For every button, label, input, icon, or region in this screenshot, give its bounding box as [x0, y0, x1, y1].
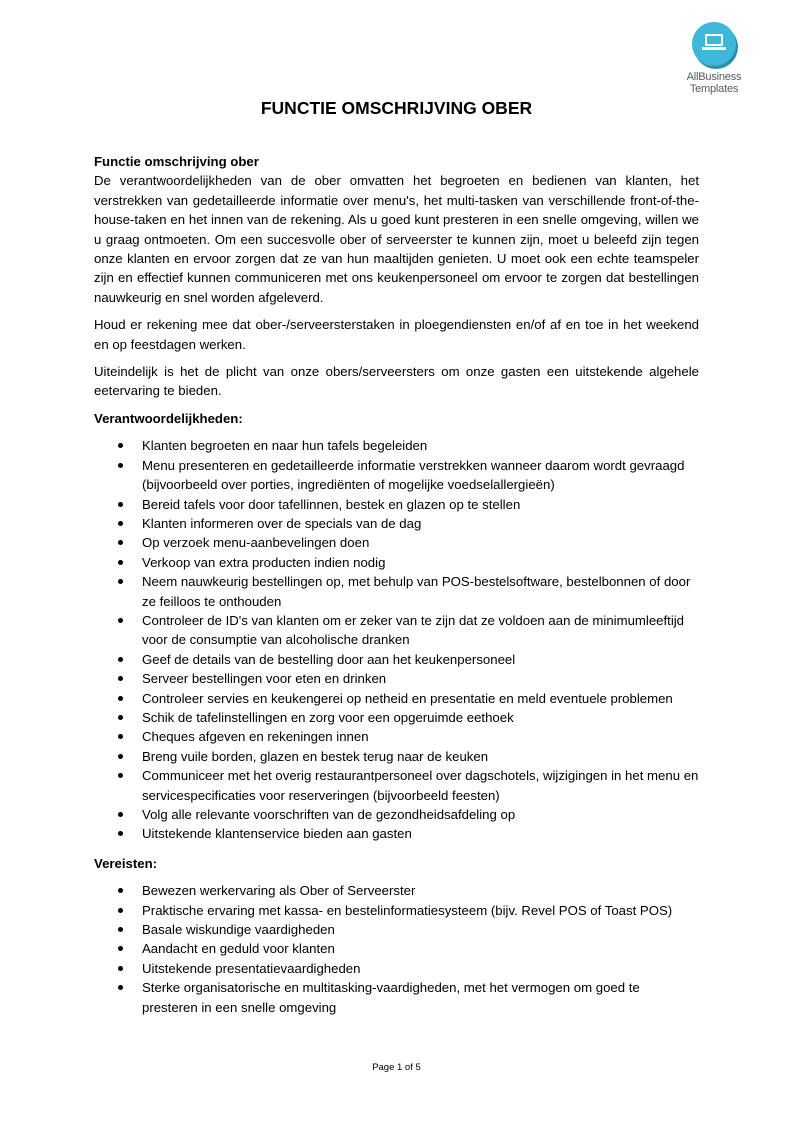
requirements-list-item: Aandacht en geduld voor klanten	[94, 939, 699, 958]
logo-line-2: Templates	[689, 83, 739, 95]
brand-logo	[676, 20, 752, 95]
responsibilities-list-item: Neem nauwkeurig bestellingen op, met behulp van POS-bestelsoftware, bestelbonnen of door ze feilloos te onthouden	[94, 572, 699, 611]
responsibilities-list-item: Op verzoek menu-aanbevelingen doen	[94, 533, 699, 552]
laptop-icon	[701, 33, 727, 53]
responsibilities-list-item: Breng vuile borden, glazen en bestek terug naar de keuken	[94, 747, 699, 766]
requirements-list-item: Uitstekende presentatievaardigheden	[94, 959, 699, 978]
intro-paragraph: Houd er rekening mee dat ober-/serveersterstaken in ploegendiensten en/of af en toe in het weekend en op feestdagen werken.	[94, 317, 699, 352]
requirements-list-item: Sterke organisatorische en multitasking-vaardigheden, met het vermogen om goed te presteren in een snelle omgeving	[94, 978, 699, 1017]
responsibilities-list-item: Klanten begroeten en naar hun tafels begeleiden	[94, 436, 699, 455]
requirements-list-item: Basale wiskundige vaardigheden	[94, 920, 699, 939]
requirements-list-item: Bewezen werkervaring als Ober of Serveerster	[94, 881, 699, 900]
responsibilities-list-item: Controleer servies en keukengerei op netheid en presentatie en meld eventuele problemen	[94, 689, 699, 708]
document-body	[94, 152, 699, 1027]
intro-heading: Functie omschrijving ober	[94, 154, 259, 169]
responsibilities-list-item: Controleer de ID's van klanten om er zeker van te zijn dat ze voldoen aan de minimumleeftijd voor de consumptie van alcoholische dranken	[94, 611, 699, 650]
requirements-list-item: Praktische ervaring met kassa- en bestelinformatiesysteem (bijv. Revel POS of Toast POS)	[94, 901, 699, 920]
responsibilities-list-item: Bereid tafels voor door tafellinnen, bestek en glazen op te stellen	[94, 495, 699, 514]
requirements-list	[94, 881, 699, 1017]
responsibilities-list-item: Cheques afgeven en rekeningen innen	[94, 727, 699, 746]
responsibilities-list-item: Geef de details van de bestelling door aan het keukenpersoneel	[94, 650, 699, 669]
responsibilities-list	[94, 436, 699, 844]
logo-line-1: AllBusiness	[686, 71, 742, 83]
intro-paragraphs	[94, 171, 699, 400]
responsibilities-list-item: Schik de tafelinstellingen en zorg voor een opgeruimde eethoek	[94, 708, 699, 727]
responsibilities-list-item: Verkoop van extra producten indien nodig	[94, 553, 699, 572]
page-number: Page 1 of 5	[372, 1062, 421, 1073]
responsibilities-list-item: Communiceer met het overig restaurantpersoneel over dagschotels, wijzigingen in het menu en servicespecificaties voor reserveringen (bijvoorbeeld feesten)	[94, 766, 699, 805]
document-title: FUNCTIE OMSCHRIJVING OBER	[260, 98, 533, 118]
responsibilities-heading: Verantwoordelijkheden:	[94, 410, 243, 426]
requirements-heading: Vereisten:	[94, 855, 158, 871]
responsibilities-list-item: Volg alle relevante voorschriften van de gezondheidsafdeling op	[94, 805, 699, 824]
responsibilities-list-item: Uitstekende klantenservice bieden aan gasten	[94, 824, 699, 843]
logo-text	[676, 71, 752, 95]
intro-paragraph: De verantwoordelijkheden van de ober omvatten het begroeten en bedienen van klanten, het verstrekken van gedetailleerde informatie over menu's, het multi-tasken van verschillende front-of-the-house-taken en het innen van de rekening. Als u goed kunt presteren in een snelle omgeving, willen we u graag ontmoeten. Om een succesvolle ober of serveerster te kunnen zijn, moet u beleefd zijn tegen onze klanten en ervoor zorgen dat ze van hun maaltijden genieten. U moet ook een echte teamspeler zijn en effectief kunnen communiceren met ons keukenpersoneel om ervoor te zorgen dat bestellingen nauwkeurig en snel worden afgeleverd.	[94, 173, 699, 305]
logo-badge	[692, 22, 736, 66]
responsibilities-list-item: Klanten informeren over de specials van de dag	[94, 514, 699, 533]
responsibilities-list-item: Serveer bestellingen voor eten en drinken	[94, 669, 699, 688]
responsibilities-list-item: Menu presenteren en gedetailleerde informatie verstrekken wanneer daarom wordt gevraagd (bijvoorbeeld over porties, ingrediënten of mogelijke voedselallergieën)	[94, 456, 699, 495]
intro-paragraph: Uiteindelijk is het de plicht van onze obers/serveersters om onze gasten een uitstekende algehele eetervaring te bieden.	[94, 364, 699, 399]
